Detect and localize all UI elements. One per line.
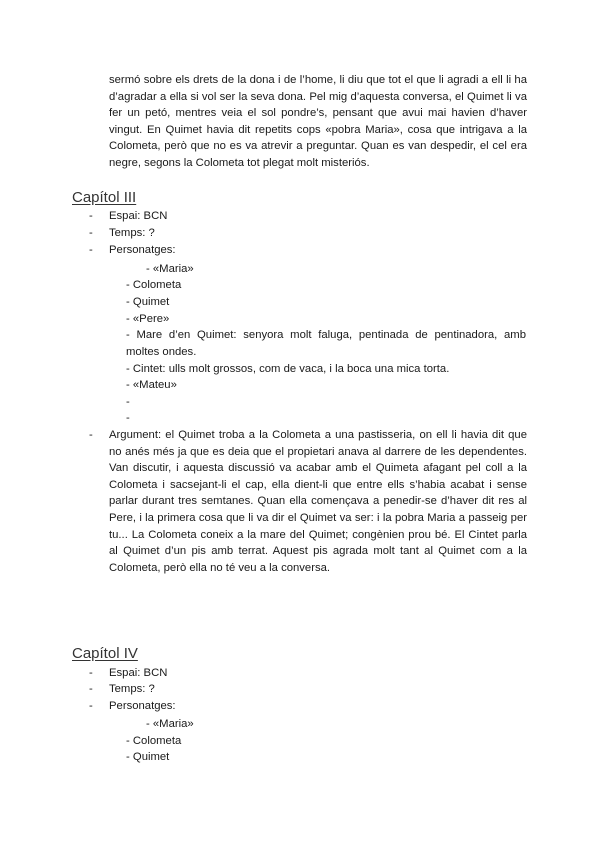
bullet-dash: - [89, 210, 93, 222]
bullet-dash: - [89, 429, 93, 441]
character-item: - Quimet [126, 296, 170, 308]
espai-text: Espai: BCN [109, 210, 168, 222]
chapter-4-espai-item [0, 665, 600, 682]
personatges-label: Personatges: [109, 700, 176, 712]
bullet-dash: - [89, 667, 93, 679]
character-item: - «Maria» [146, 263, 194, 275]
character-item: - Mare d’en Quimet: senyora molt faluga, pentinada de pentinadora, amb moltes ondes. [126, 329, 526, 358]
espai-text: Espai: BCN [109, 667, 168, 679]
bullet-dash: - [89, 683, 93, 695]
character-item: - [126, 412, 130, 424]
chapter-3-espai-item [0, 208, 600, 225]
temps-text: Temps: ? [109, 227, 155, 239]
chapter-4-temps-item [0, 681, 600, 698]
character-item: - Cintet: ulls molt grossos, com de vaca, i la boca una mica torta. [126, 363, 450, 375]
chapter-3-heading: Capítol III [72, 189, 137, 206]
chapter-3-temps-item [0, 225, 600, 242]
bullet-dash: - [89, 227, 93, 239]
bullet-dash: - [89, 700, 93, 712]
character-item: - [126, 396, 130, 408]
chapter-4-personatges-item [0, 698, 600, 715]
personatges-label: Personatges: [109, 244, 176, 256]
character-item: - «Maria» [146, 718, 194, 730]
intro-paragraph: sermó sobre els drets de la dona i de l’home, li diu que tot el que li agradi a ell li ha d’agradar a ella si vol ser la seva dona. Pel mig d’aquesta conversa, el Quimet li va fer un petó, mentres veia el sol pondre’s, pensant que avui mai havien d’haver vingut. En Quimet havia dit repetits cops «pobra Maria», cosa que intrigava a la Colometa, però que no es va atrevir a preguntar. Quan es van despedir, el cel era negre, segons la Colometa tot plegat molt misteriós. [109, 74, 527, 169]
chapter-3-personatges-item [0, 242, 600, 259]
character-item: - Colometa [126, 279, 182, 291]
character-item: - «Mateu» [126, 379, 177, 391]
chapter-4-heading: Capítol IV [72, 645, 138, 662]
argument-text: Argument: el Quimet troba a la Colometa a una pastisseria, on ell li havia dit que no anés més ja que es deia que el propietari anava al darrere de les dependentes. Van discutir, i aquesta discussió va acabar amb el Quimeta afagant pel coll a la Colometa i sacsejant-li el cap, ella dient-li que entre ells s’habia acabat i sense parlar durant tres semtanes. Quan ella començava a penedir-se d’haver dit res al Pere, i la primera cosa que li va dir el Quimet va ser: i la pobra Maria a passeig per tu... La Colometa coneix a la mare del Quimet; congènien prou bé. El Cintet parla al Quimet d’un pis amb terrat. Aquest pis agrada molt tant al Quimet com a la Colometa, però ella no té veu a la conversa. [109, 429, 527, 574]
bullet-dash: - [89, 244, 93, 256]
character-item: - «Pere» [126, 313, 170, 325]
character-item: - Quimet [126, 751, 170, 763]
temps-text: Temps: ? [109, 683, 155, 695]
chapter-3-argument-item [0, 427, 600, 597]
character-item: - Colometa [126, 735, 182, 747]
